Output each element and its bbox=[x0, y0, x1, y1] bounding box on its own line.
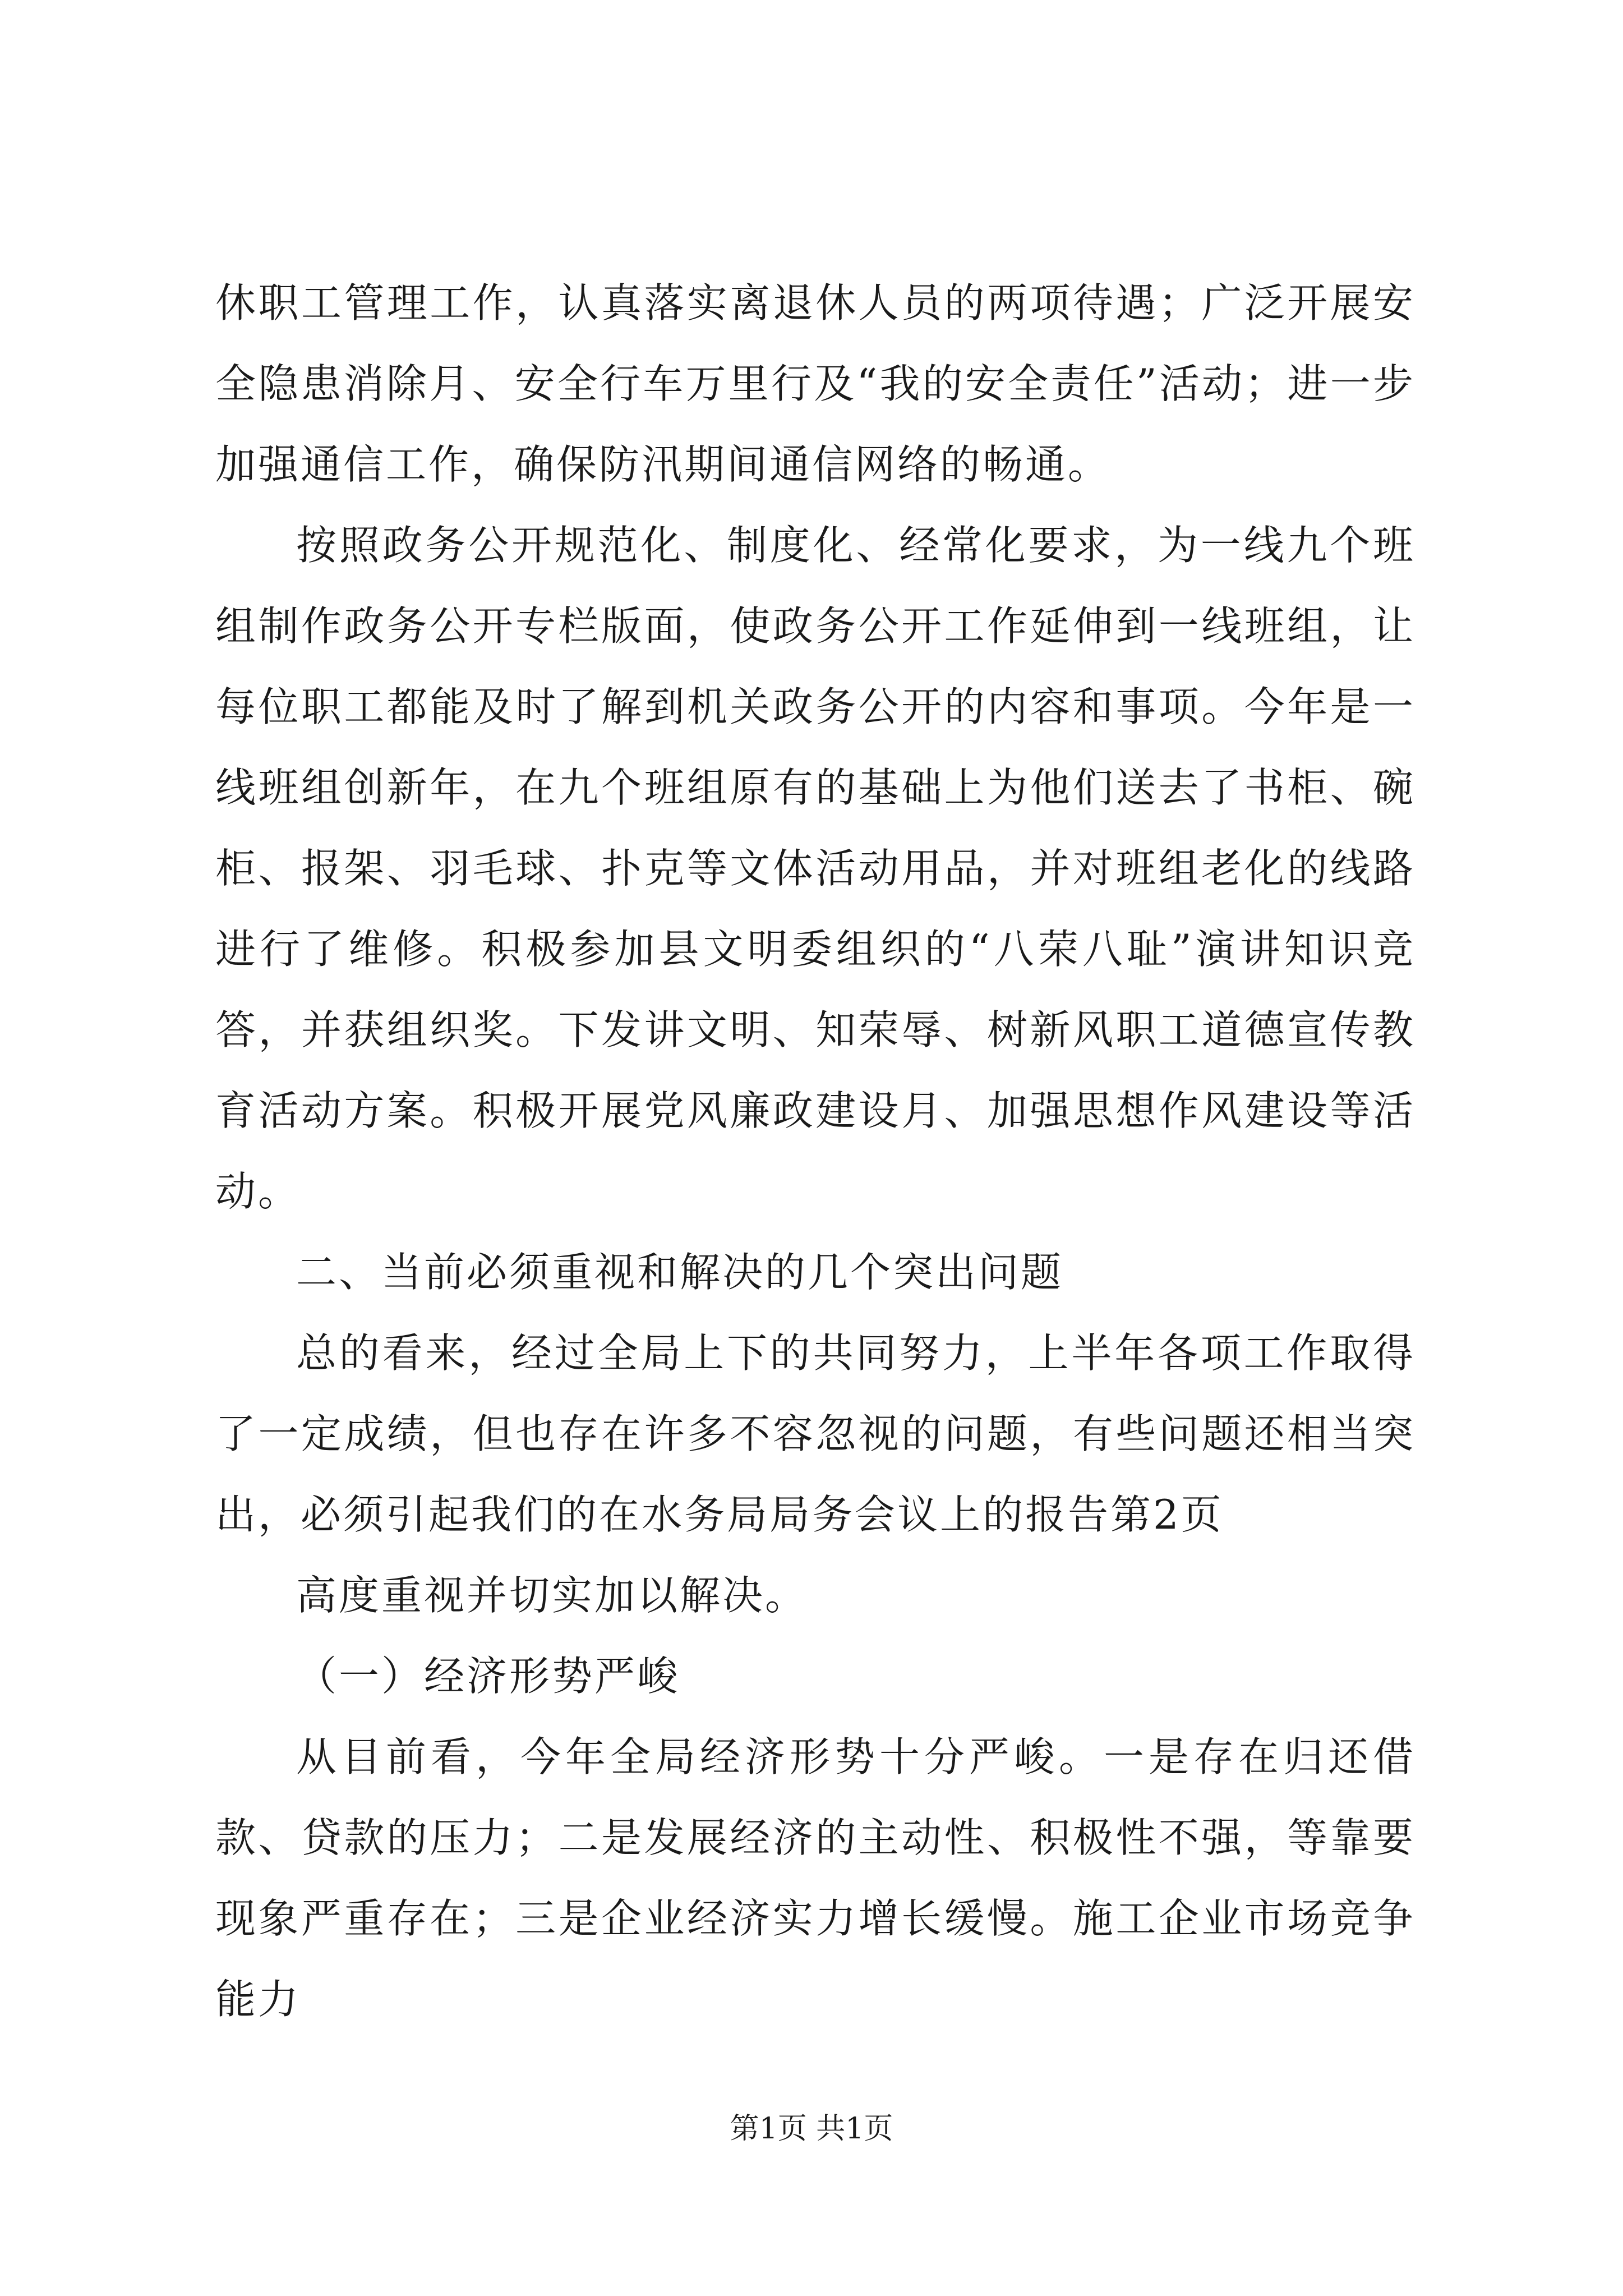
subsection-heading: （一）经济形势严峻 bbox=[296, 1653, 680, 1700]
paragraph-overview: 总的看来，经过全局上下的共同努力，上半年各项工作取得了一定成绩，但也存在许多不容忽视的问题，有些问题还相当突出，必须引起我们的在水务局局务会议上的报告第2页 bbox=[215, 1329, 1415, 1538]
document-body bbox=[215, 263, 1415, 2040]
paragraph-continuation: 休职工管理工作，认真落实离退休人员的两项待遇；广泛开展安全隐患消除月、安全行车万里行及“我的安全责任”活动；进一步加强通信工作，确保防汛期间通信网络的畅通。 bbox=[215, 279, 1415, 488]
paragraph-economy: 从目前看，今年全局经济形势十分严峻。一是存在归还借款、贷款的压力；二是发展经济的主动性、积极性不强，等靠要现象严重存在；三是企业经济实力增长缓慢。施工企业市场竞争能力 bbox=[215, 1733, 1415, 2023]
paragraph-government-affairs: 按照政务公开规范化、制度化、经常化要求，为一线九个班组制作政务公开专栏版面，使政务公开工作延伸到一线班组，让每位职工都能及时了解到机关政务公开的内容和事项。今年是一线班组创新年，在九个班组原有的基础上为他们送去了书柜、碗柜、报架、羽毛球、扑克等文体活动用品，并对班组老化的线路进行了维修。积极参加县文明委组织的“八荣八耻”演讲知识竞答，并获组织奖。下发讲文明、知荣辱、树新风职工道德宣传教育活动方案。积极开展党风廉政建设月、加强思想作风建设等活动。 bbox=[215, 522, 1415, 1215]
section-heading: 二、当前必须重视和解决的几个突出问题 bbox=[296, 1249, 1064, 1296]
paragraph-resolve: 高度重视并切实加以解决。 bbox=[296, 1572, 808, 1619]
page-footer: 第1页 共1页 bbox=[730, 2112, 893, 2146]
